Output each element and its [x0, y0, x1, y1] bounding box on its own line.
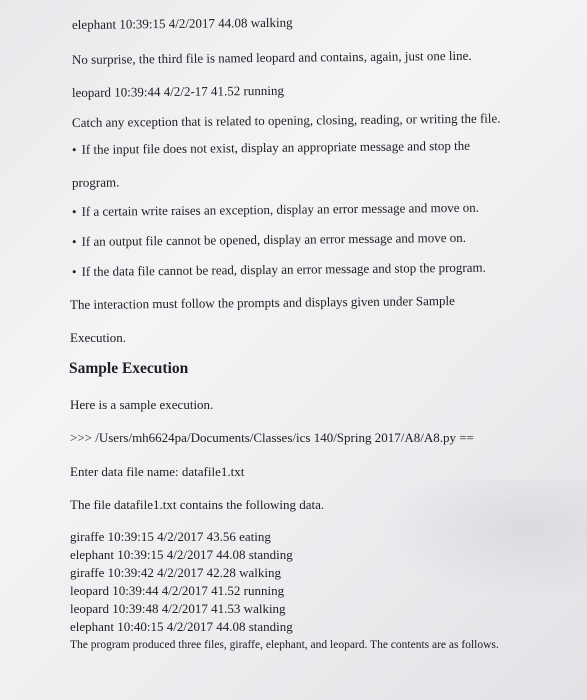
data-line: elephant 10:39:15 4/2/2017 44.08 standing: [70, 547, 293, 562]
text-line: No surprise, the third file is named leopard and contains, again, just one line.: [71, 47, 472, 67]
data-line: leopard 10:39:48 4/2/2017 41.53 walking: [70, 601, 286, 616]
text-line: Catch any exception that is related to opening, closing, reading, or writing the file.: [71, 110, 501, 130]
data-line: giraffe 10:39:15 4/2/2017 43.56 eating: [70, 529, 271, 544]
text-line: program.: [71, 174, 120, 190]
bullet-item: • If the data file cannot be read, display an error message and stop the program.: [72, 260, 486, 280]
data-line: giraffe 10:39:42 4/2/2017 42.28 walking: [70, 565, 281, 580]
text-line: The program produced three files, giraffe, elephant, and leopard. The contents are as follows.: [70, 639, 499, 651]
page-shadow: [380, 480, 587, 600]
text-line: elephant 10:39:15 4/2/2017 44.08 walking: [71, 14, 293, 32]
bullet-item: • If a certain write raises an exception, display an error message and move on.: [72, 200, 479, 220]
data-line: leopard 10:39:44 4/2/2017 41.52 running: [70, 583, 285, 598]
text-line: Enter data file name: datafile1.txt: [70, 464, 245, 479]
command-line: >>> /Users/mh6624pa/Documents/Classes/ics 140/Spring 2017/A8/A8.py ==: [70, 430, 474, 445]
text-line: Here is a sample execution.: [70, 397, 214, 412]
text-line: The interaction must follow the prompts and displays given under Sample: [69, 292, 455, 312]
bullet-item: • If the input file does not exist, display an appropriate message and stop the: [72, 138, 470, 158]
text-line: The file datafile1.txt contains the following data.: [70, 497, 325, 512]
text-line: Execution.: [70, 330, 126, 345]
section-heading: Sample Execution: [69, 360, 189, 377]
data-line: elephant 10:40:15 4/2/2017 44.08 standing: [70, 619, 293, 634]
bullet-item: • If an output file cannot be opened, display an error message and move on.: [72, 230, 466, 250]
text-line: leopard 10:39:44 4/2/2-17 41.52 running: [71, 82, 285, 100]
